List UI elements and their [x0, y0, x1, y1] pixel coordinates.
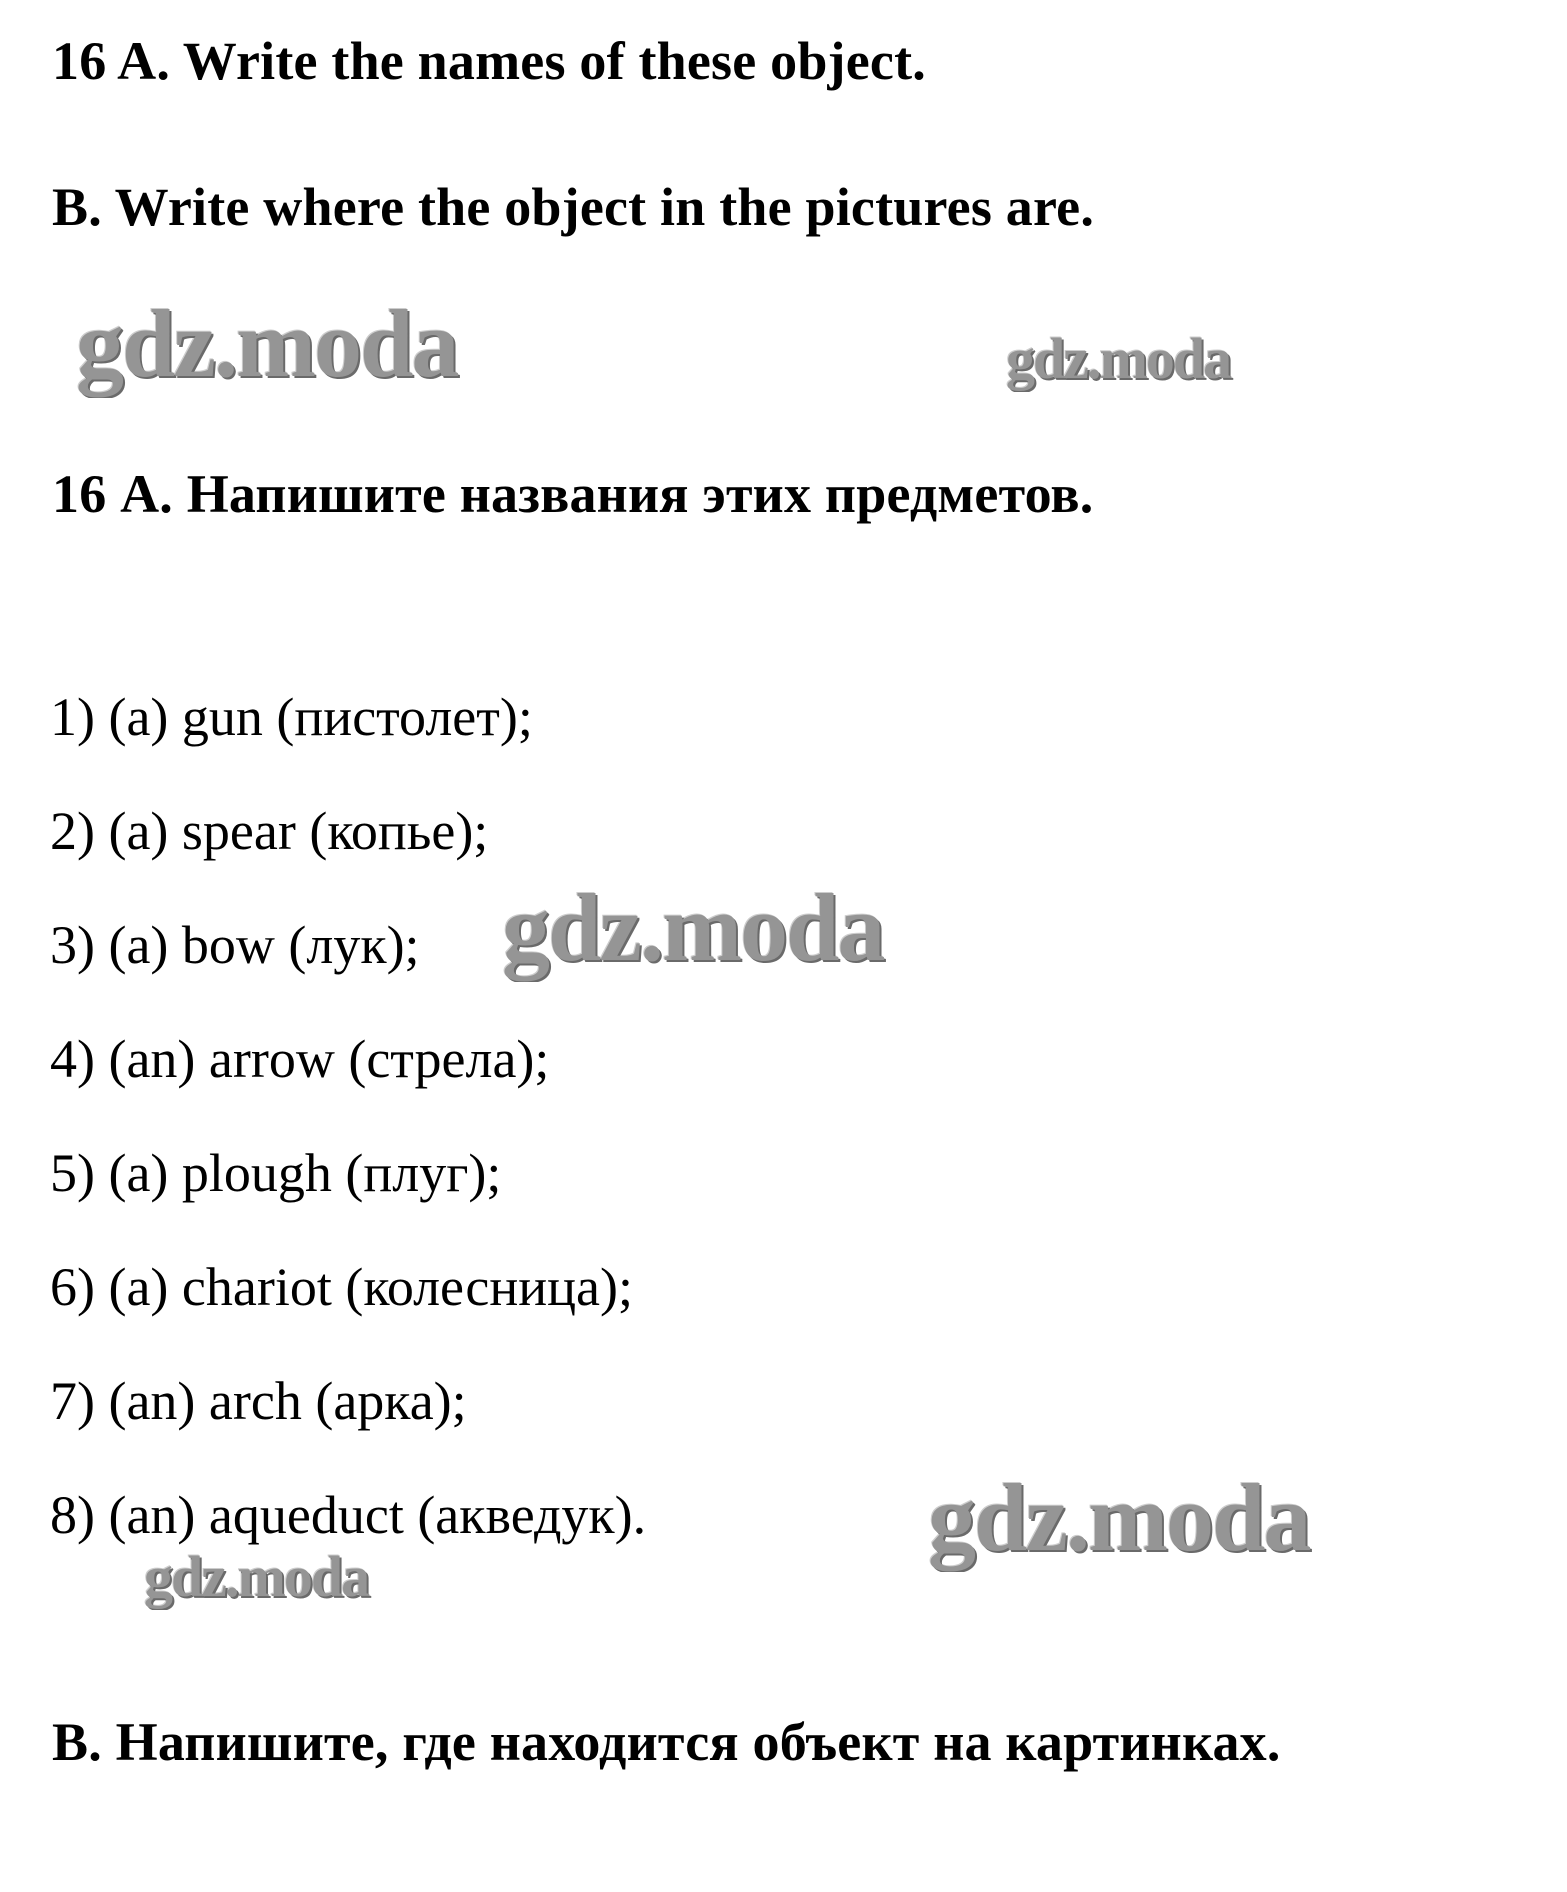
watermark-logo: gdz.moda — [76, 290, 458, 397]
answer-item: 1) (a) gun (пистолет); — [50, 687, 533, 747]
answer-item: 8) (an) aqueduct (акведук). — [50, 1485, 647, 1545]
answer-item: 5) (a) plough (плуг); — [50, 1143, 502, 1203]
watermark-logo: gdz.moda — [502, 874, 884, 981]
watermark-logo: gdz.moda — [928, 1464, 1310, 1571]
watermark-logo: gdz.moda — [1006, 326, 1231, 391]
answer-item: 7) (an) arch (арка); — [50, 1371, 467, 1431]
answer-item: 6) (a) chariot (колесница); — [50, 1257, 633, 1317]
answer-item: 2) (a) spear (копье); — [50, 801, 489, 861]
answer-item: 3) (a) bow (лук); — [50, 915, 420, 975]
task-title-ru: 16 А. Напишите названия этих предметов. — [52, 464, 1094, 524]
watermark-logo: gdz.moda — [144, 1544, 369, 1609]
task-title-en: 16 A. Write the names of these object. — [52, 31, 926, 91]
answer-item: 4) (an) arrow (стрела); — [50, 1029, 550, 1089]
task-b-ru: В. Напишите, где находится объект на картинках. — [52, 1712, 1281, 1772]
task-b-en: B. Write where the object in the pictures are. — [52, 177, 1095, 237]
